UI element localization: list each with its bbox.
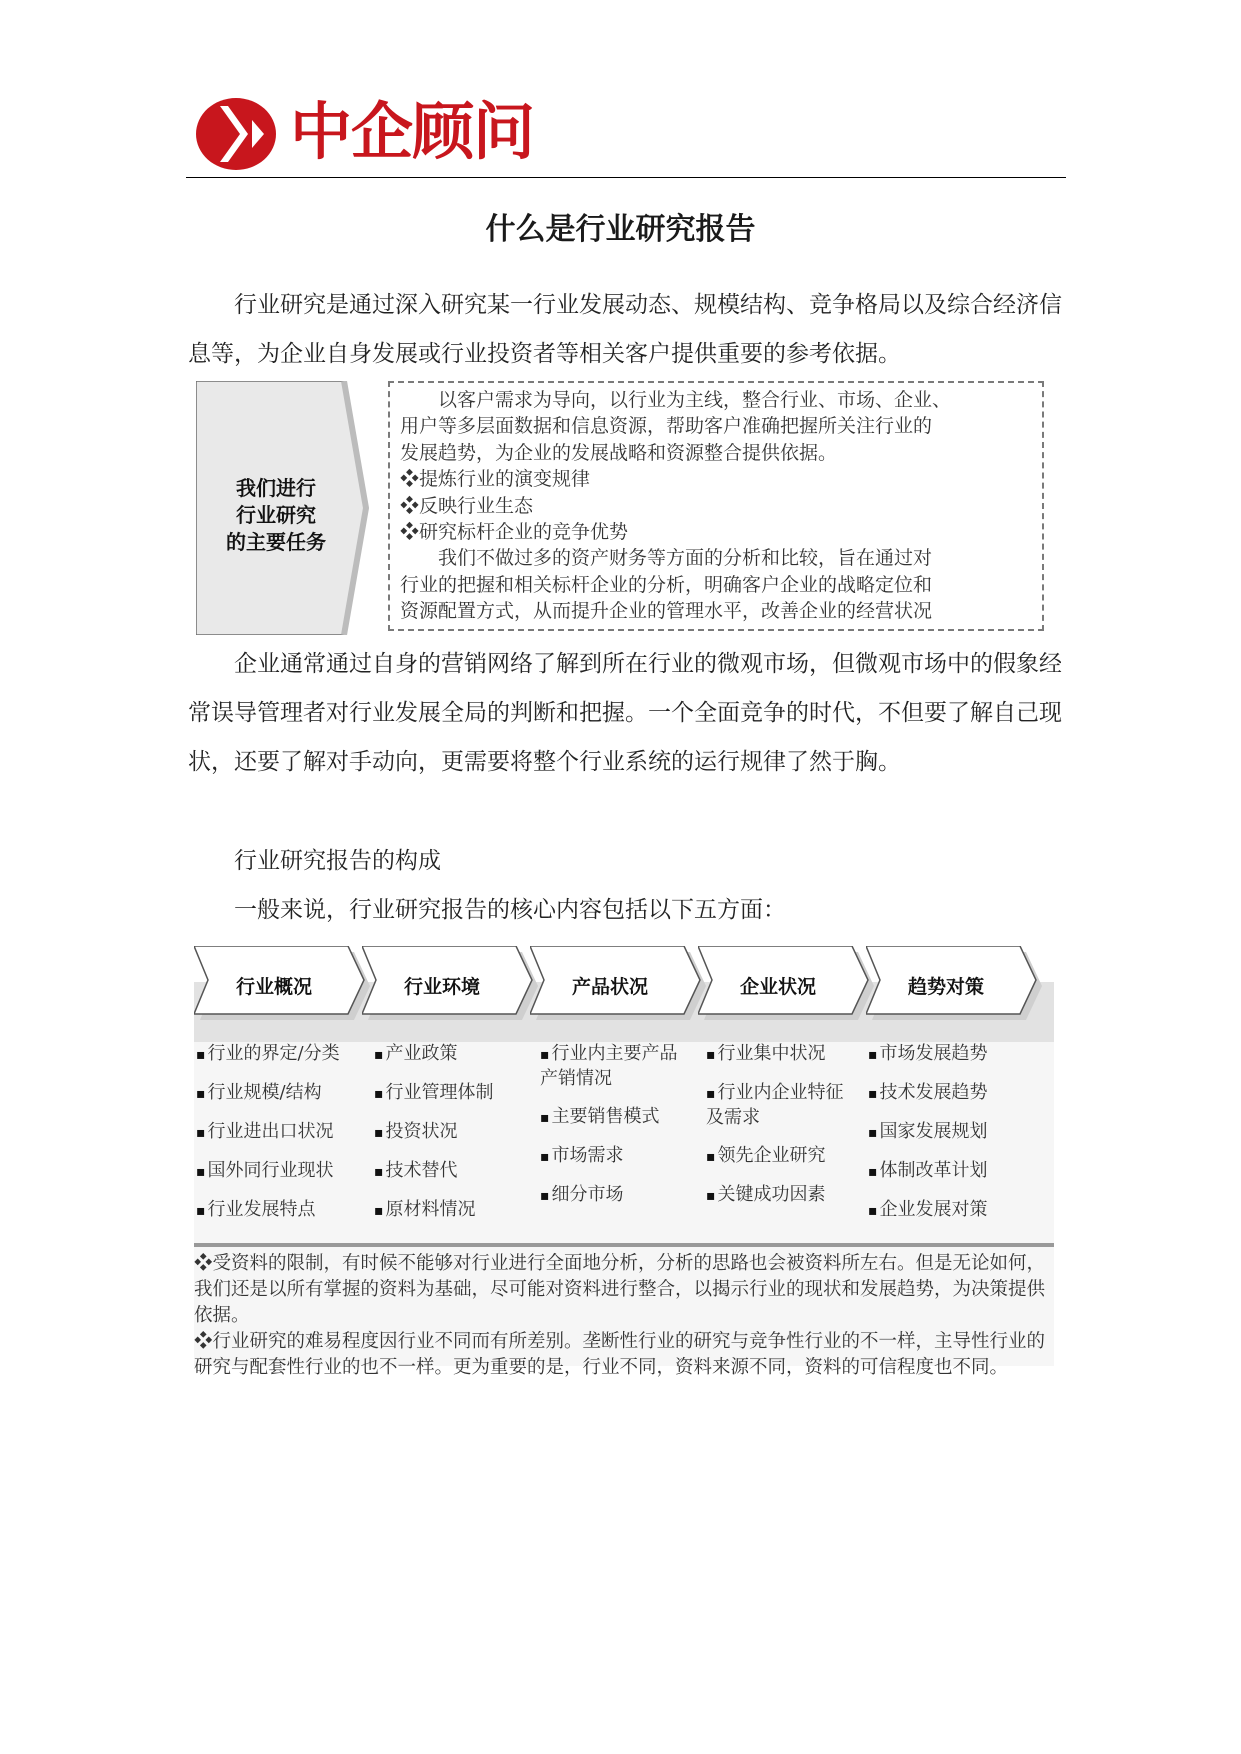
list-item: ▪ 行业发展特点 <box>196 1198 368 1223</box>
component-header <box>698 946 876 1032</box>
list-item: ▪ 行业进出口状况 <box>196 1120 368 1145</box>
component-list <box>540 1042 680 1222</box>
body-paragraph: 一般来说，行业研究报告的核心内容包括以下五方面： <box>234 897 786 923</box>
notes-block <box>194 1251 1054 1381</box>
task-label-line: 我们进行 <box>236 476 316 500</box>
note-paragraph: ❖受资料的限制，有时候不能够对行业进行全面地分析，分析的思路也会被资料所左右。但是无论如何，我们还是以所有掌握的资料为基础，尽可能对资料进行整合，以揭示行业的现状和发展趋势，为决策提供依据。 <box>194 1253 1046 1326</box>
section-heading: 行业研究报告的构成 <box>234 848 441 874</box>
list-item: ▪ 细分市场 <box>540 1183 680 1208</box>
page-title: 什么是行业研究报告 <box>485 212 756 247</box>
list-item: ▪ 行业内企业特征及需求 <box>706 1081 846 1130</box>
task-text-line: 行业的把握和相关标杆企业的分析，明确客户企业的战略定位和 <box>400 573 933 596</box>
task-bullet: ❖反映行业生态 <box>400 494 534 517</box>
component-header <box>530 946 708 1032</box>
list-item: ▪ 行业管理体制 <box>374 1081 546 1106</box>
list-item: ▪ 投资状况 <box>374 1120 546 1145</box>
list-item: ▪ 市场需求 <box>540 1144 680 1169</box>
component-list <box>374 1042 546 1237</box>
list-item: ▪ 产业政策 <box>374 1042 546 1067</box>
list-item: ▪ 体制改革计划 <box>868 1159 1040 1184</box>
component-list <box>706 1042 846 1222</box>
task-label-line: 行业研究 <box>236 503 316 527</box>
component-list <box>868 1042 1040 1237</box>
list-item: ▪ 企业发展对策 <box>868 1198 1040 1223</box>
list-item: ▪ 技术替代 <box>374 1159 546 1184</box>
task-label-line: 的主要任务 <box>226 530 326 554</box>
task-bullet: ❖提炼行业的演变规律 <box>400 468 591 491</box>
component-header <box>866 946 1044 1032</box>
list-item: ▪ 市场发展趋势 <box>868 1042 1040 1067</box>
component-title: 企业状况 <box>739 976 816 998</box>
component-title: 行业环境 <box>403 976 480 998</box>
list-item: ▪ 原材料情况 <box>374 1198 546 1223</box>
list-item: ▪ 领先企业研究 <box>706 1144 846 1169</box>
component-header <box>194 946 372 1032</box>
task-text-line: 资源配置方式，从而提升企业的管理水平，改善企业的经营状况 <box>400 600 933 623</box>
note-paragraph: ❖行业研究的难易程度因行业不同而有所差别。垄断性行业的研究与竞争性行业的不一样，主导性行业的研究与配套性行业的也不一样。更为重要的是，行业不同，资料来源不同，资料的可信程度也不同。 <box>194 1331 1046 1378</box>
list-item: ▪ 行业集中状况 <box>706 1042 846 1067</box>
research-task-diagram <box>196 381 1048 635</box>
component-title: 产品状况 <box>571 976 648 998</box>
list-item: ▪ 关键成功因素 <box>706 1183 846 1208</box>
component-title: 趋势对策 <box>907 976 984 998</box>
notes-divider <box>194 1243 1054 1247</box>
document-header <box>186 92 1066 178</box>
logo-text: 中企顾问 <box>290 95 535 168</box>
task-bullet: ❖研究标杆企业的竞争优势 <box>400 521 629 544</box>
list-item: ▪ 行业内主要产品产销情况 <box>540 1042 680 1091</box>
list-item: ▪ 国外同行业现状 <box>196 1159 368 1184</box>
list-item: ▪ 行业规模/结构 <box>196 1081 368 1106</box>
intro-paragraph: 行业研究是通过深入研究某一行业发展动态、规模结构、竞争格局以及综合经济信息等，为企业自身发展或行业投资者等相关客户提供重要的参考依据。 <box>188 292 1062 367</box>
task-description-box <box>388 381 1044 631</box>
list-item: ▪ 国家发展规划 <box>868 1120 1040 1145</box>
task-text-line: 以客户需求为导向，以行业为主线，整合行业、市场、企业、 <box>438 389 952 411</box>
list-item: ▪ 主要销售模式 <box>540 1105 680 1130</box>
header-divider <box>186 177 1066 178</box>
logo-mark-icon <box>194 96 278 172</box>
task-text-line: 发展趋势，为企业的发展战略和资源整合提供依据。 <box>400 441 838 464</box>
list-item: ▪ 行业的界定/分类 <box>196 1042 368 1067</box>
body-paragraph: 企业通常通过自身的营销网络了解到所在行业的微观市场，但微观市场中的假象经常误导管理者对行业发展全局的判断和把握。一个全面竞争的时代，不但要了解自己现状，还要了解对手动向，更需要将整个行业系统的运行规律了然于胸。 <box>188 651 1062 775</box>
list-item: ▪ 技术发展趋势 <box>868 1081 1040 1106</box>
task-label <box>196 475 356 556</box>
component-list <box>196 1042 368 1237</box>
task-text-line: 我们不做过多的资产财务等方面的分析和比较，旨在通过对 <box>438 547 933 570</box>
task-text-line: 用户等多层面数据和信息资源，帮助客户准确把握所关注行业的 <box>400 415 933 438</box>
component-header <box>362 946 540 1032</box>
component-title: 行业概况 <box>235 976 312 998</box>
